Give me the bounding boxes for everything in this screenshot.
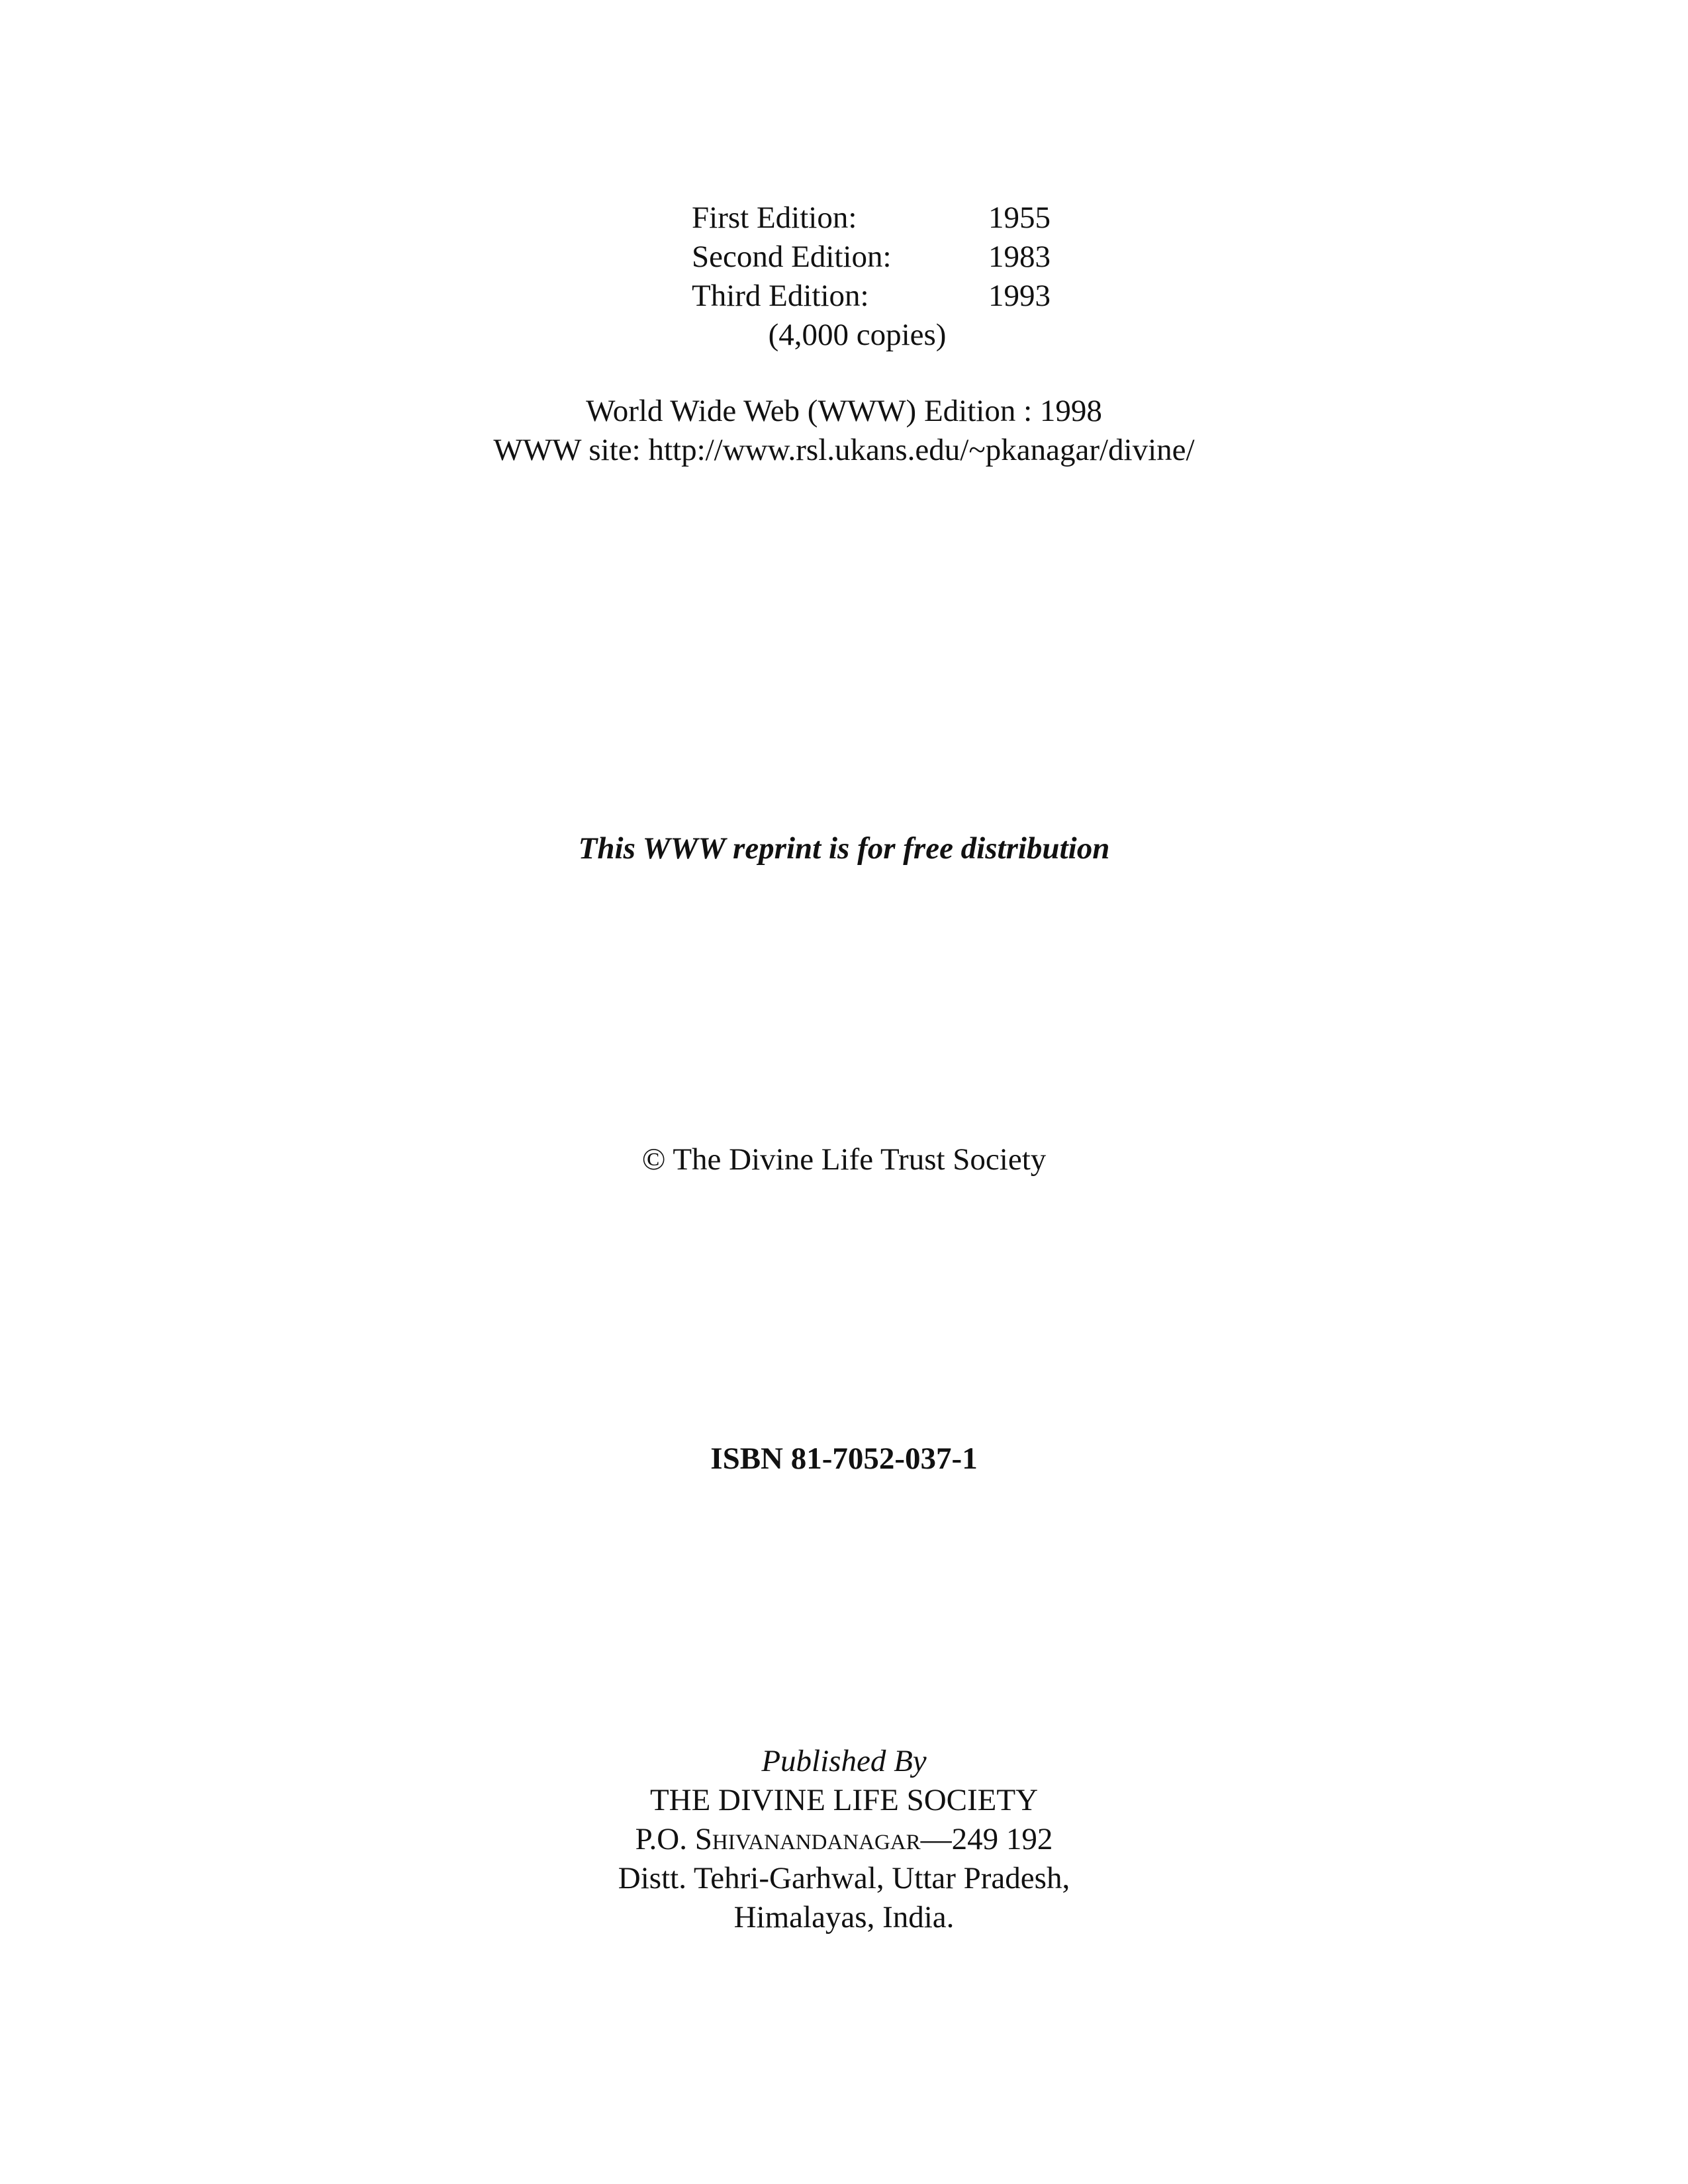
publisher-block (0, 1742, 1688, 1937)
edition-label: Third Edition: (692, 279, 869, 313)
isbn-number: ISBN 81-7052-037-1 (710, 1441, 978, 1476)
www-edition-block (0, 392, 1688, 470)
edition-label: First Edition: (692, 201, 857, 235)
address-prefix: P.O. (635, 1822, 695, 1856)
publisher-district: Distt. Tehri-Garhwal, Uttar Pradesh, (618, 1861, 1070, 1895)
www-site-line: WWW site: http://www.rsl.ukans.edu/~pkanagar/divine/ (493, 433, 1195, 467)
edition-label: Second Edition: (692, 240, 892, 274)
copyright-notice: © The Divine Life Trust Society (641, 1142, 1047, 1177)
publisher-name: THE DIVINE LIFE SOCIETY (649, 1783, 1039, 1817)
copies-count: (4,000 copies) (768, 318, 947, 352)
edition-row-third (692, 277, 1089, 316)
edition-year: 1993 (988, 279, 1051, 313)
publisher-address (0, 1820, 1688, 1859)
edition-row-second (692, 238, 1089, 277)
editions-table (692, 199, 1089, 316)
edition-year: 1983 (988, 240, 1051, 274)
www-edition-line: World Wide Web (WWW) Edition : 1998 (586, 394, 1102, 428)
free-distribution-note: This WWW reprint is for free distribution (578, 831, 1110, 866)
address-place: Shivanandanagar (694, 1822, 921, 1856)
edition-year: 1955 (988, 201, 1051, 235)
published-by-label: Published By (761, 1744, 927, 1778)
edition-row-first (692, 199, 1089, 238)
publisher-country: Himalayas, India. (733, 1900, 955, 1934)
address-suffix: —249 192 (920, 1822, 1053, 1856)
